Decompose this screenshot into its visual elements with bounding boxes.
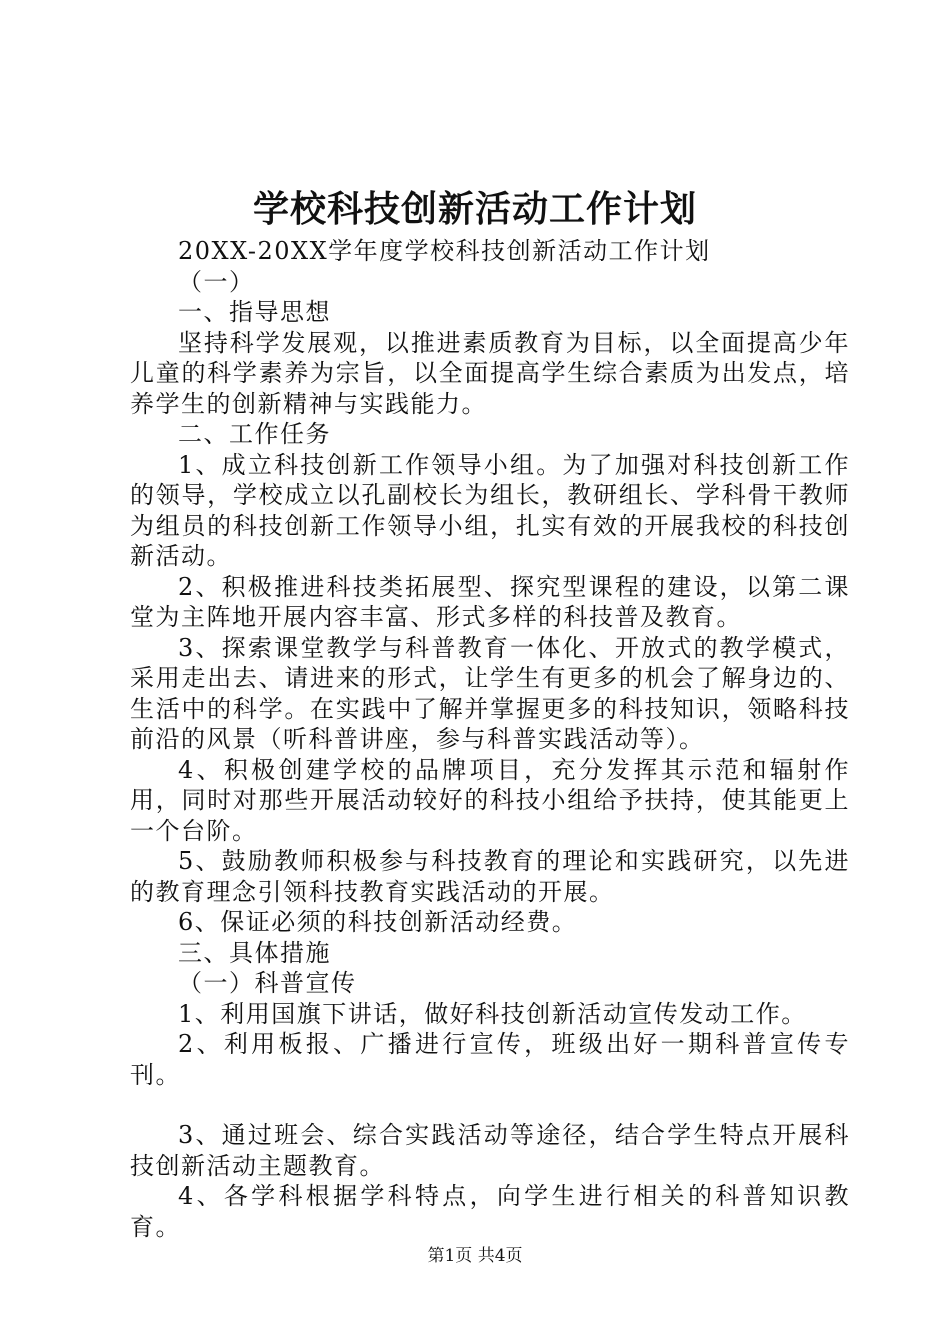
paragraph-subtitle: 20XX-20XX学年度学校科技创新活动工作计划 <box>178 237 711 265</box>
paragraph-part-one: （一） <box>178 267 255 296</box>
paragraph-measure-2: 2、利用板报、广播进行宣传，班级出好一期科普宣传专刊。 <box>130 1030 850 1089</box>
paragraph-task-1: 1、成立科技创新工作领导小组。为了加强对科技创新工作的领导，学校成立以孔副校长为组长，教研组长、学科骨干教师为组员的科技创新工作领导小组，扎实有效的开展我校的科技创新活动。 <box>130 450 850 570</box>
heading-work-tasks: 二、工作任务 <box>178 420 331 448</box>
document-title: 学校科技创新活动工作计划 <box>252 188 697 230</box>
paragraph-task-2: 2、积极推进科技类拓展型、探究型课程的建设，以第二课堂为主阵地开展内容丰富、形式多样的科技普及教育。 <box>130 572 850 631</box>
paragraph-measure-4: 4、各学科根据学科特点，向学生进行相关的科普知识教育。 <box>130 1182 850 1241</box>
paragraph-task-6: 6、保证必须的科技创新活动经费。 <box>178 908 578 936</box>
paragraph-measure-1: 1、利用国旗下讲话，做好科技创新活动宣传发动工作。 <box>178 999 807 1028</box>
paragraph-guiding-ideology: 坚持科学发展观，以推进素质教育为目标，以全面提高少年儿童的科学素养为宗旨，以全面提高学生综合素质为出发点，培养学生的创新精神与实践能力。 <box>130 328 850 418</box>
page-number-footer: 第1页 共4页 <box>427 1246 523 1266</box>
paragraph-task-5: 5、鼓励教师积极参与科技教育的理论和实践研究，以先进的教育理念引领科技教育实践活动的开展。 <box>130 847 850 906</box>
heading-science-publicity: （一）科普宣传 <box>178 969 357 997</box>
document-body <box>130 236 850 1242</box>
paragraph-task-4: 4、积极创建学校的品牌项目，充分发挥其示范和辐射作用，同时对那些开展活动较好的科技小组给予扶持，使其能更上一个台阶。 <box>130 755 850 845</box>
heading-guiding-ideology: 一、指导思想 <box>178 298 331 326</box>
paragraph-measure-3: 3、通过班会、综合实践活动等途径，结合学生特点开展科技创新活动主题教育。 <box>130 1121 850 1180</box>
paragraph-task-3: 3、探索课堂教学与科普教育一体化、开放式的教学模式，采用走出去、请进来的形式，让学生有更多的机会了解身边的、生活中的科学。在实践中了解并掌握更多的科技知识，领略科技前沿的风景（听科普讲座，参与科普实践活动等）。 <box>130 633 850 753</box>
heading-specific-measures: 三、具体措施 <box>178 938 331 967</box>
